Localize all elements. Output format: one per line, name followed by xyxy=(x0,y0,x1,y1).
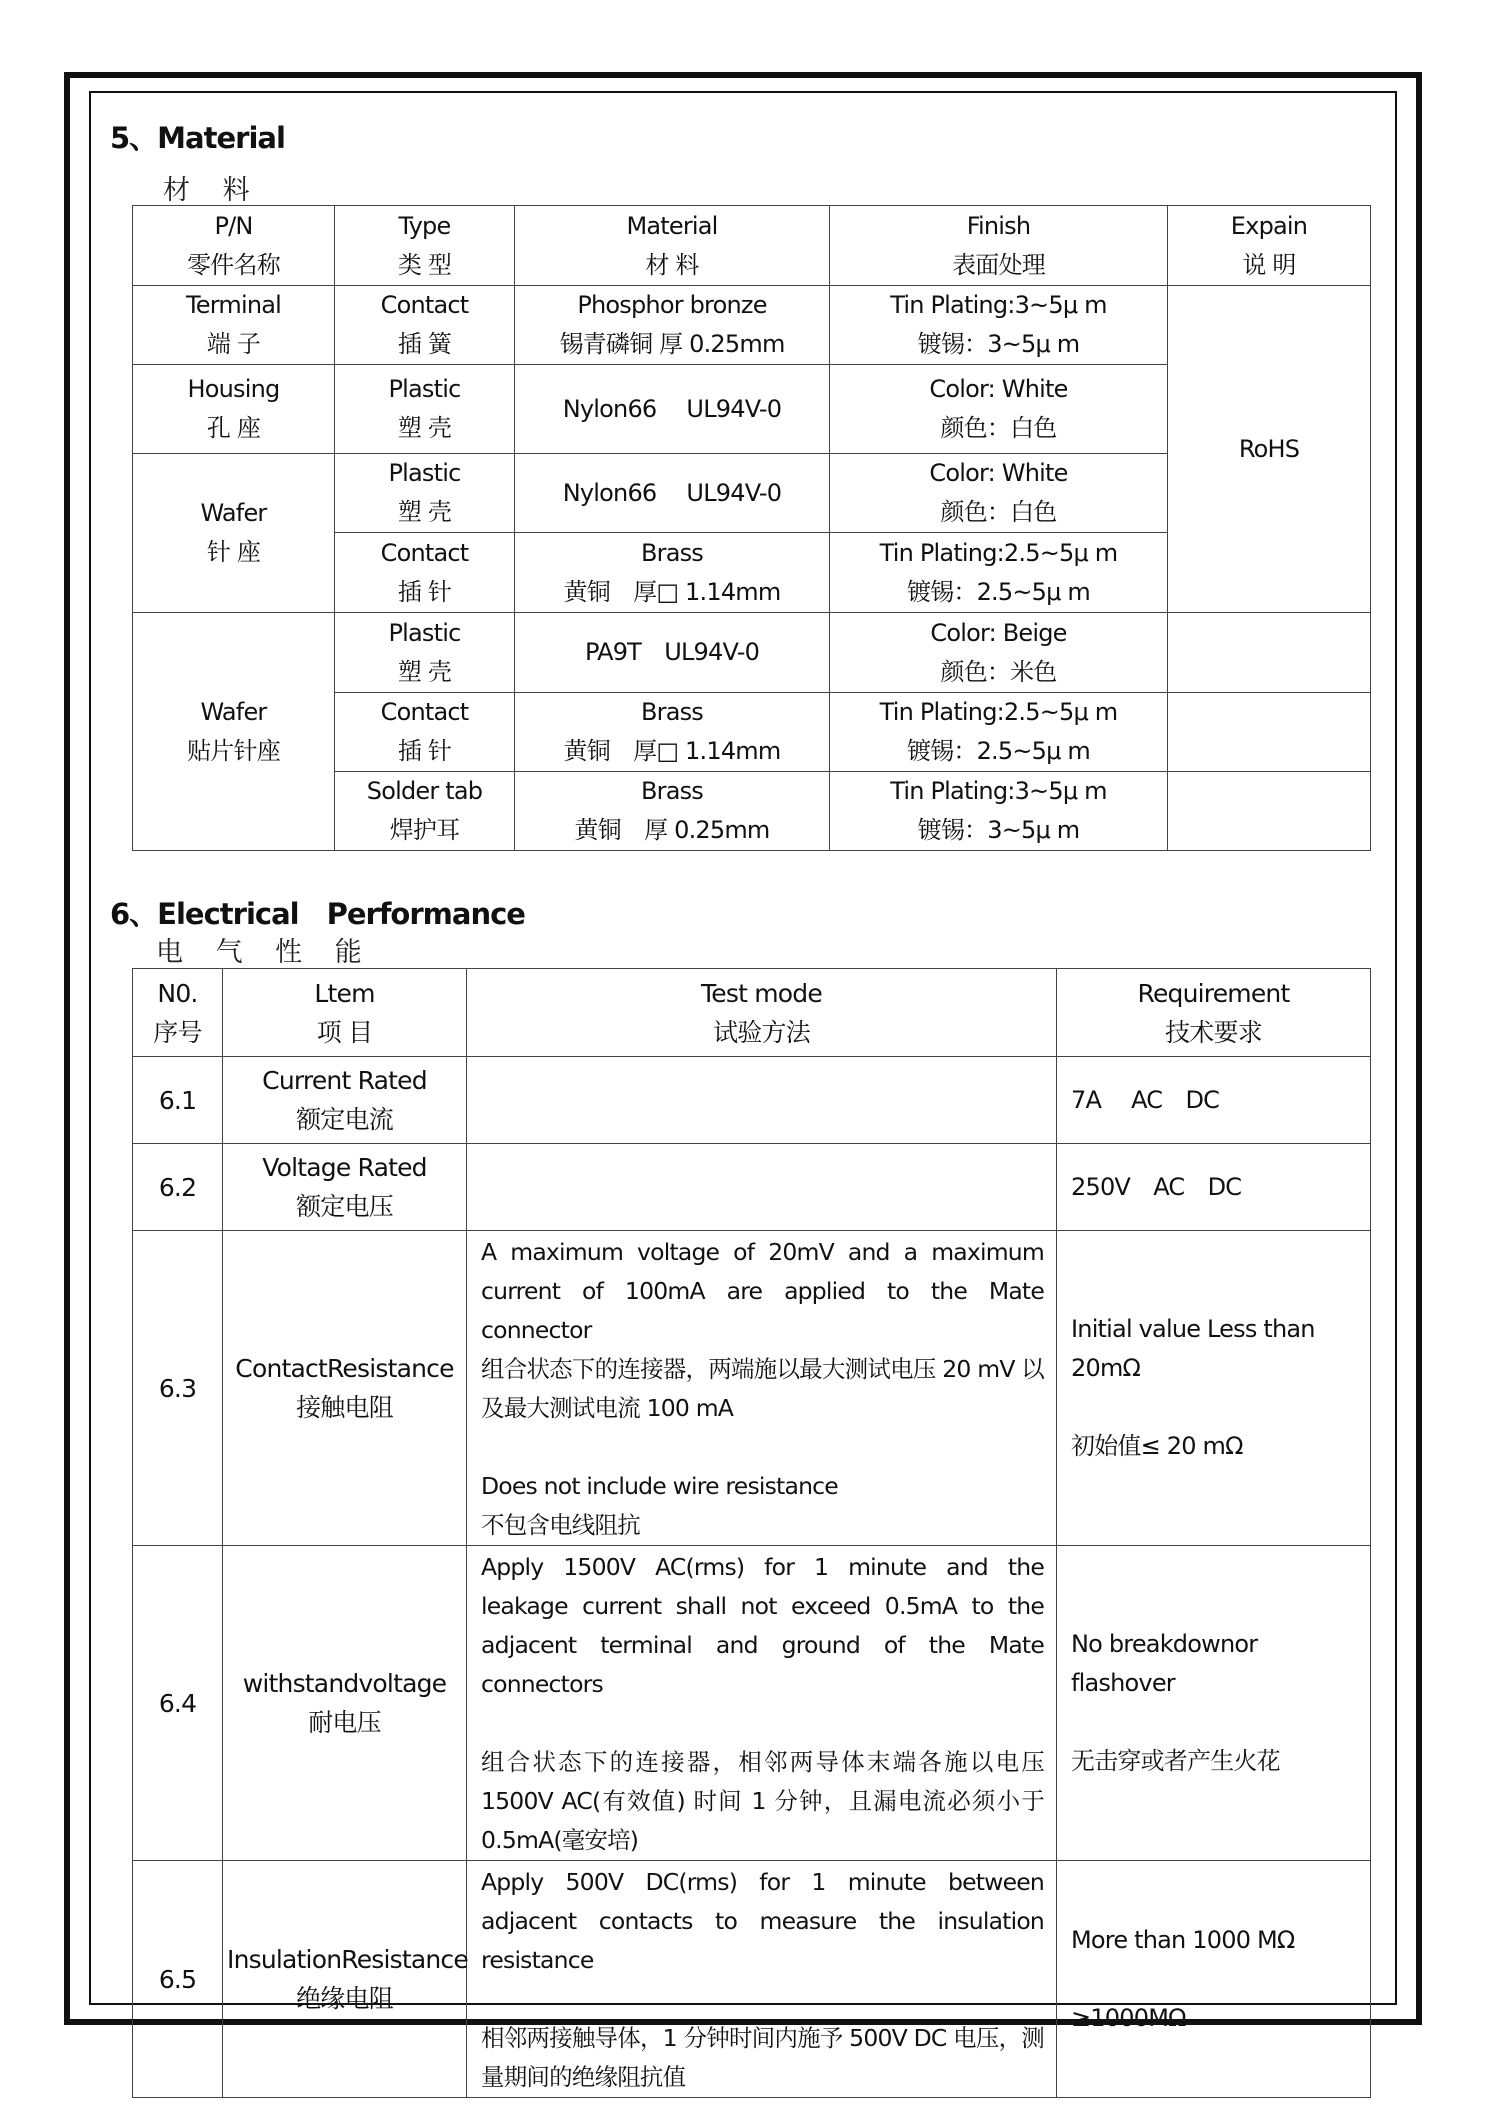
cell-text-line: 镀锡：2.5~5μ m xyxy=(906,737,1091,765)
explain-cell xyxy=(1168,772,1371,851)
cell-text-line: Tin Plating:2.5~5μ m xyxy=(879,698,1118,726)
test-note-zh: 不包含电线阻抗 xyxy=(481,1511,640,1539)
cell-text-line: 绝缘电阻 xyxy=(296,1984,393,2013)
material-cell xyxy=(515,772,830,851)
item-cell xyxy=(223,1231,467,1546)
cell-text-line: Brass xyxy=(640,777,704,805)
cell-text-line: 技术要求 xyxy=(1165,1017,1262,1047)
test-desc-en: A maximum voltage of 20mV and a maximum current of 100mA are applied to the Mate connector xyxy=(481,1238,1044,1344)
cell-text-line: 端 子 xyxy=(206,330,261,358)
cell-text-line: withstandvoltage xyxy=(242,1669,447,1698)
cell-text-line: Color: Beige xyxy=(930,618,1067,647)
header-pn xyxy=(133,206,335,286)
cell-text-line: P/N xyxy=(214,211,253,240)
material-cell xyxy=(515,533,830,613)
test-desc-zh: 相邻两接触导体，1 分钟时间内施予 500V DC 电压，测量期间的绝缘阻抗值 xyxy=(481,2024,1044,2091)
finish-cell xyxy=(830,365,1168,454)
explain-cell xyxy=(1168,693,1371,772)
finish-cell xyxy=(830,772,1168,851)
cell-text-line: N0. xyxy=(157,978,198,1008)
cell-text-line: Plastic xyxy=(388,375,461,403)
test-desc-en: Apply 500V DC(rms) for 1 minute between adjacent contacts to measure the insulation resistance xyxy=(481,1868,1044,1974)
table-row xyxy=(133,1546,1371,1861)
cell-text-line: Brass xyxy=(640,698,704,726)
table-header-row xyxy=(133,206,1371,286)
no-cell: 6.1 xyxy=(133,1057,223,1144)
req-zh: 无击穿或者产生火花 xyxy=(1071,1747,1280,1775)
finish-cell xyxy=(830,693,1168,772)
cell-text-line: 黄铜 厚 0.25mm xyxy=(574,816,770,844)
cell-text-line: Terminal xyxy=(185,291,282,319)
item-cell xyxy=(223,1546,467,1861)
cell-text-line: 孔 座 xyxy=(206,414,261,442)
cell-text-line: Type xyxy=(398,211,451,240)
no-cell: 6.4 xyxy=(133,1546,223,1861)
req-zh: ≥1000MΩ xyxy=(1071,2003,1186,2032)
cell-text-line: 插 簧 xyxy=(397,330,452,358)
pn-cell xyxy=(133,365,335,454)
cell-text-line: 镀锡：3~5μ m xyxy=(917,330,1080,358)
cell-text-line: Solder tab xyxy=(366,777,483,805)
test-mode-cell xyxy=(467,1231,1057,1546)
cell-text-line: 黄铜 厚□ 1.14mm xyxy=(563,577,781,606)
explain-cell xyxy=(1168,613,1371,693)
type-cell xyxy=(335,454,515,533)
material-cell: Nylon66 UL94V-0 xyxy=(515,454,830,533)
header-finish xyxy=(830,206,1168,286)
cell-text-line: Tin Plating:3~5μ m xyxy=(890,291,1107,319)
cell-text-line: Wafer xyxy=(200,697,267,726)
cell-text-line: 插 针 xyxy=(397,577,452,606)
cell-text-line: 镀锡：2.5~5μ m xyxy=(906,577,1091,606)
cell-text-line: Color: White xyxy=(929,375,1068,403)
req-en: No breakdownor flashover xyxy=(1071,1630,1258,1697)
cell-text-line: Contact xyxy=(380,291,469,319)
cell-text-line: Plastic xyxy=(388,459,461,487)
material-cell: PA9T UL94V-0 xyxy=(515,613,830,693)
header-explain xyxy=(1168,206,1371,286)
cell-text-line: Color: White xyxy=(929,459,1068,487)
cell-text-line: Requirement xyxy=(1137,978,1290,1008)
pn-cell xyxy=(133,613,335,851)
cell-text-line: 序号 xyxy=(153,1017,202,1047)
pn-cell xyxy=(133,454,335,613)
cell-text-line: 说 明 xyxy=(1242,250,1296,279)
cell-text-line: 耐电压 xyxy=(308,1708,381,1737)
cell-text-line: Finish xyxy=(966,211,1031,240)
cell-text-line: 材 料 xyxy=(645,250,699,279)
cell-text-line: 针 座 xyxy=(206,538,261,566)
table-row xyxy=(133,286,1371,365)
cell-text-line: Expain xyxy=(1230,211,1308,240)
cell-text-line: Phosphor bronze xyxy=(577,291,767,319)
cell-text-line: 黄铜 厚□ 1.14mm xyxy=(563,737,781,765)
item-cell xyxy=(223,1861,467,2098)
no-cell: 6.3 xyxy=(133,1231,223,1546)
test-mode-cell xyxy=(467,1546,1057,1861)
cell-text-line: Voltage Rated xyxy=(262,1153,427,1182)
cell-text-line: 试验方法 xyxy=(713,1017,810,1047)
header-requirement xyxy=(1057,969,1371,1057)
header-material xyxy=(515,206,830,286)
cell-text-line: Contact xyxy=(380,538,469,567)
cell-text-line: 塑 壳 xyxy=(397,498,452,526)
requirement-cell: 250V AC DC xyxy=(1057,1144,1371,1231)
type-cell xyxy=(335,613,515,693)
item-cell xyxy=(223,1057,467,1144)
requirement-cell xyxy=(1057,1546,1371,1861)
cell-text-line: 贴片针座 xyxy=(187,736,280,765)
cell-text-line: 颜色：米色 xyxy=(940,657,1057,686)
test-desc-zh: 组合状态下的连接器，相邻两导体末端各施以电压 1500V AC(有效值) 时间 1 分钟，且漏电流必须小于 0.5mA(毫安培) xyxy=(481,1748,1044,1854)
cell-text-line: InsulationResistance xyxy=(227,1945,468,1974)
requirement-cell xyxy=(1057,1231,1371,1546)
cell-text-line: Tin Plating:2.5~5μ m xyxy=(879,538,1118,567)
test-mode-cell xyxy=(467,1144,1057,1231)
req-zh: 初始值≤ 20 mΩ xyxy=(1071,1432,1243,1460)
cell-text-line: Housing xyxy=(187,375,280,403)
requirement-cell xyxy=(1057,1861,1371,2098)
cell-text-line: Test mode xyxy=(701,978,822,1008)
type-cell xyxy=(335,286,515,365)
finish-cell xyxy=(830,533,1168,613)
table-row xyxy=(133,613,1371,693)
cell-text-line: Ltem xyxy=(314,978,375,1008)
cell-text-line: 额定电流 xyxy=(296,1105,393,1134)
item-cell xyxy=(223,1144,467,1231)
table-row xyxy=(133,1861,1371,2098)
explain-cell-rohs: RoHS xyxy=(1168,286,1371,613)
finish-cell xyxy=(830,613,1168,693)
header-test-mode xyxy=(467,969,1057,1057)
material-cell xyxy=(515,693,830,772)
cell-text-line: 颜色：白色 xyxy=(940,414,1057,442)
cell-text-line: Brass xyxy=(640,538,704,567)
finish-cell xyxy=(830,454,1168,533)
no-cell: 6.2 xyxy=(133,1144,223,1231)
section-6-subtitle: 电 气 性 能 xyxy=(156,937,374,968)
cell-text-line: ContactResistance xyxy=(235,1354,454,1383)
cell-text-line: 表面处理 xyxy=(952,250,1045,279)
cell-text-line: Current Rated xyxy=(262,1066,427,1095)
cell-text-line: 塑 壳 xyxy=(397,657,452,686)
header-item xyxy=(223,969,467,1057)
header-type xyxy=(335,206,515,286)
cell-text-line: 零件名称 xyxy=(187,250,280,279)
table-row xyxy=(133,1057,1371,1144)
table-row xyxy=(133,1144,1371,1231)
cell-text-line: 插 针 xyxy=(397,737,452,765)
test-desc-en: Apply 1500V AC(rms) for 1 minute and the leakage current shall not exceed 0.5mA to the adjacent terminal and ground of the Mate connectors xyxy=(481,1553,1044,1698)
material-cell xyxy=(515,286,830,365)
section-6-title: 6、Electrical Performance xyxy=(110,897,525,931)
finish-cell xyxy=(830,286,1168,365)
cell-text-line: 颜色：白色 xyxy=(940,498,1057,526)
pn-cell xyxy=(133,286,335,365)
header-no xyxy=(133,969,223,1057)
type-cell xyxy=(335,533,515,613)
table-row xyxy=(133,1231,1371,1546)
cell-text-line: Plastic xyxy=(388,618,461,647)
type-cell xyxy=(335,365,515,454)
cell-text-line: Material xyxy=(626,211,718,240)
cell-text-line: 项 目 xyxy=(316,1017,373,1047)
material-cell: Nylon66 UL94V-0 xyxy=(515,365,830,454)
test-desc-zh: 组合状态下的连接器，两端施以最大测试电压 20 mV 以及最大测试电流 100 mA xyxy=(481,1355,1044,1422)
section-5-subtitle: 材 料 xyxy=(163,175,262,206)
cell-text-line: Tin Plating:3~5μ m xyxy=(890,777,1107,805)
table-header-row xyxy=(133,969,1371,1057)
cell-text-line: 接触电阻 xyxy=(296,1393,393,1422)
type-cell xyxy=(335,772,515,851)
cell-text-line: 额定电压 xyxy=(296,1192,393,1221)
req-en: More than 1000 MΩ xyxy=(1071,1925,1295,1954)
section-5-title: 5、Material xyxy=(110,121,285,155)
test-mode-cell xyxy=(467,1861,1057,2098)
no-cell: 6.5 xyxy=(133,1861,223,2098)
cell-text-line: Wafer xyxy=(200,499,267,527)
cell-text-line: Contact xyxy=(380,698,469,726)
cell-text-line: 焊护耳 xyxy=(389,816,460,844)
requirement-cell: 7A AC DC xyxy=(1057,1057,1371,1144)
electrical-table xyxy=(132,968,1371,2098)
cell-text-line: 类 型 xyxy=(397,250,452,279)
req-en: Initial value Less than 20mΩ xyxy=(1071,1315,1315,1382)
test-mode-cell xyxy=(467,1057,1057,1144)
material-table xyxy=(132,205,1371,851)
cell-text-line: 镀锡：3~5μ m xyxy=(917,816,1080,844)
cell-text-line: 锡青磷铜 厚 0.25mm xyxy=(559,330,785,358)
cell-text-line: 塑 壳 xyxy=(397,414,452,442)
test-note-en: Does not include wire resistance xyxy=(481,1472,838,1500)
type-cell xyxy=(335,693,515,772)
